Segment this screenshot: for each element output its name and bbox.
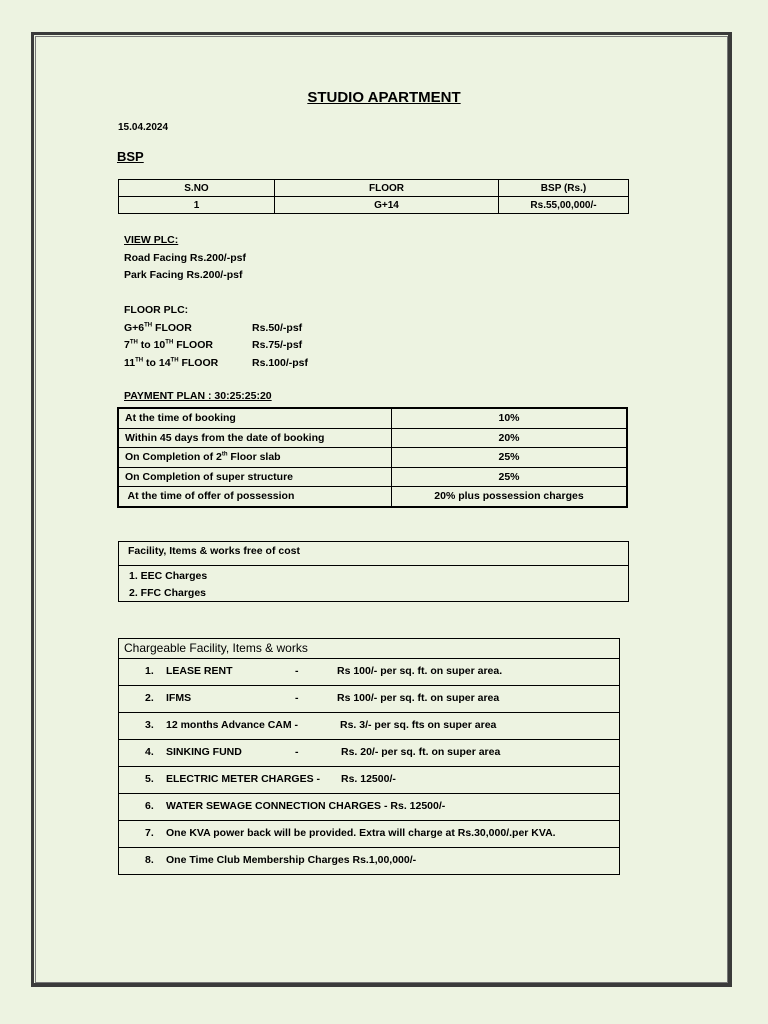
list-item	[119, 686, 619, 713]
list-item	[119, 794, 619, 821]
floor-range-text: FLOOR	[178, 356, 219, 369]
item-name: One KVA power back will be provided. Extra will charge at Rs.30,000/.per KVA.	[166, 827, 556, 839]
ordinal-suffix: TH	[165, 339, 174, 346]
floor-plc-section	[124, 302, 308, 372]
view-plc-park: Park Facing Rs.200/-psf	[124, 269, 243, 281]
floor-plc-row	[124, 320, 308, 338]
item-detail: Rs. 3/- per sq. fts on super area	[340, 719, 497, 731]
payment-stage: Within 45 days from the date of booking	[118, 428, 392, 448]
list-item	[119, 740, 619, 767]
item-detail: Rs. 12500/-	[341, 773, 396, 785]
free-items-list	[119, 566, 628, 602]
payment-plan-title: PAYMENT PLAN : 30:25:25:20	[124, 390, 272, 402]
table-row	[119, 197, 629, 214]
table-row	[118, 487, 627, 507]
chargeable-items-header: Chargeable Facility, Items & works	[119, 639, 619, 659]
floor-plc-row	[124, 355, 308, 373]
item-number: 5.	[145, 773, 154, 785]
item-number: 2.	[145, 692, 154, 704]
table-row	[118, 448, 627, 468]
floor-plc-range	[124, 320, 252, 338]
list-item: 1. EEC Charges	[129, 570, 208, 582]
payment-stage	[118, 448, 392, 468]
free-items-header: Facility, Items & works free of cost	[119, 542, 628, 566]
ordinal-suffix: TH	[135, 357, 144, 363]
floor-plc-range	[124, 337, 252, 355]
payment-stage: On Completion of super structure	[118, 467, 392, 487]
ordinal-suffix: TH	[129, 339, 138, 346]
item-name: One Time Club Membership Charges Rs.1,00,000/-	[166, 854, 417, 866]
list-item	[119, 848, 619, 874]
payment-percent: 20% plus possession charges	[392, 487, 628, 507]
bsp-table-header-row	[119, 180, 629, 197]
floor-range-text: FLOOR	[152, 321, 192, 334]
payment-stage-text: On Completion of 2	[125, 451, 222, 464]
floor-plc-range	[124, 355, 252, 373]
bsp-header-floor: FLOOR	[275, 180, 499, 197]
item-number: 6.	[145, 800, 154, 812]
bsp-header-price: BSP (Rs.)	[499, 180, 629, 197]
bsp-cell-price: Rs.55,00,000/-	[499, 197, 629, 214]
item-name: 12 months Advance CAM -	[166, 719, 299, 731]
list-item	[119, 713, 619, 740]
item-detail: Rs 100/- per sq. ft. on super area	[337, 692, 500, 704]
item-name: SINKING FUND	[166, 746, 242, 758]
ordinal-suffix: TH	[144, 322, 153, 328]
item-separator: -	[295, 692, 299, 704]
floor-range-text: G+6	[124, 321, 145, 334]
item-number: 7.	[145, 827, 154, 839]
item-number: 4.	[145, 746, 154, 758]
bsp-cell-floor: G+14	[275, 197, 499, 214]
item-name: IFMS	[166, 692, 192, 704]
chargeable-items-box	[118, 638, 620, 875]
item-number: 8.	[145, 854, 154, 866]
floor-range-text: 11	[124, 356, 136, 369]
item-separator: -	[295, 746, 299, 758]
floor-plc-price: Rs.75/-psf	[252, 339, 303, 351]
bsp-table	[118, 179, 629, 214]
document-date: 15.04.2024	[118, 122, 169, 133]
payment-stage-text: Floor slab	[227, 451, 281, 464]
bsp-heading: BSP	[117, 149, 144, 164]
payment-plan-table	[117, 407, 628, 508]
view-plc-heading: VIEW PLC:	[124, 234, 179, 246]
list-item	[119, 767, 619, 794]
floor-plc-row	[124, 337, 308, 355]
payment-stage: At the time of offer of possession	[118, 487, 392, 507]
item-separator: -	[295, 665, 299, 677]
item-name: ELECTRIC METER CHARGES -	[166, 773, 321, 785]
view-plc-section	[124, 232, 246, 285]
table-row	[118, 467, 627, 487]
item-name: WATER SEWAGE CONNECTION CHARGES - Rs. 12500/-	[166, 800, 446, 812]
floor-range-text: FLOOR	[173, 339, 213, 351]
document-title: STUDIO APARTMENT	[307, 89, 461, 106]
list-item	[119, 659, 619, 686]
payment-percent: 20%	[392, 428, 628, 448]
list-item	[119, 821, 619, 848]
item-detail: Rs 100/- per sq. ft. on super area.	[337, 665, 503, 677]
table-row	[118, 408, 627, 428]
free-items-box	[118, 541, 629, 602]
list-item: 2. FFC Charges	[129, 587, 207, 599]
payment-percent: 25%	[392, 467, 628, 487]
floor-plc-price: Rs.100/-psf	[252, 356, 309, 369]
item-name: LEASE RENT	[166, 665, 233, 677]
view-plc-road: Road Facing Rs.200/-psf	[124, 251, 246, 264]
ordinal-suffix: th	[221, 451, 228, 458]
bsp-cell-sno: 1	[119, 197, 275, 214]
bsp-header-sno: S.NO	[119, 180, 275, 197]
item-detail: Rs. 20/- per sq. ft. on super area	[341, 746, 501, 758]
payment-stage: At the time of booking	[118, 408, 392, 428]
floor-plc-heading: FLOOR PLC:	[124, 304, 189, 316]
item-number: 1.	[145, 665, 154, 677]
item-number: 3.	[145, 719, 154, 731]
payment-percent: 25%	[392, 448, 628, 468]
ordinal-suffix: TH	[170, 357, 179, 363]
table-row	[118, 428, 627, 448]
payment-percent: 10%	[392, 408, 628, 428]
floor-range-text: to 10	[137, 339, 166, 351]
floor-range-text: to 14	[143, 356, 171, 369]
floor-plc-price: Rs.50/-psf	[252, 321, 303, 334]
floor-range-text: 7	[124, 339, 130, 351]
